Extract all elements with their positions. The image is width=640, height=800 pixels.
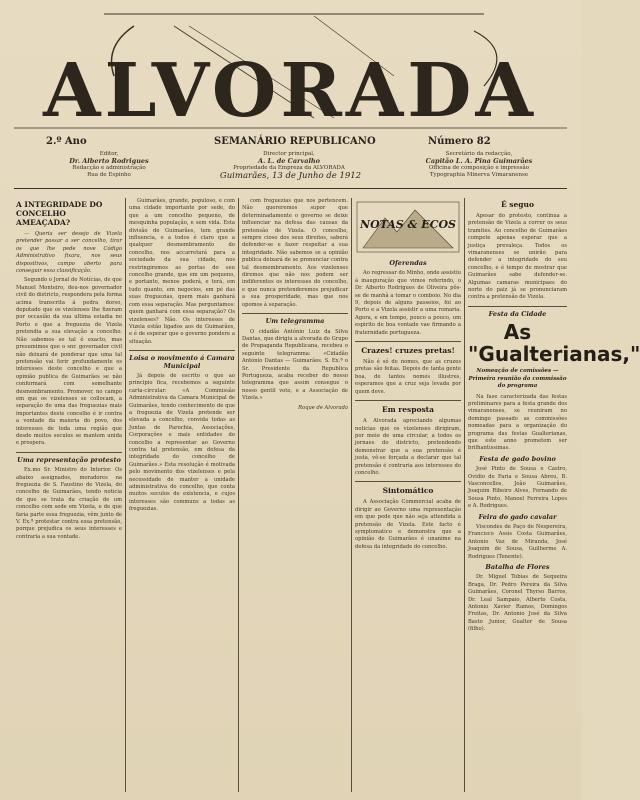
festival-subtitle: Nomeação de comissões — Primeira reunião da commissão do programa <box>468 368 567 390</box>
staff-line: Editor, <box>99 151 119 157</box>
article-body: com freguezias que nos pertencem. Não quereremos supor que determinadamente o governo se deixe influenciar na defesa das causas da pretensão de Vizela. O concelho, sempre cioso dos seus direitos, saberá defender-se e fazer respeitar a sua integridade. Não sabemos se a opinião publica deixará de se pronunciar contra tal desmembramento. Aos vizelenses diremos que não nos podem ser indiferentes os interesses do concelho, e que nunca pretenderemos prejudicar a sua prosperidade, mas que nos opomos á separação. <box>242 198 348 308</box>
section-heading: Loisa o movimento á Camara Municipal <box>129 354 235 370</box>
section-heading: Uma representação protesto <box>17 455 121 464</box>
dateline: Guimarães, 13 de Junho de 1912 <box>219 171 362 181</box>
staff-line: Rua de Espinho <box>87 172 131 178</box>
column-divider <box>351 198 352 792</box>
staff-line: Director principal, <box>263 151 315 157</box>
column-5 <box>468 198 640 792</box>
notas-ecos-banner <box>355 198 461 256</box>
issue-number: Número 82 <box>428 136 491 147</box>
masthead-title: ALVORADA <box>43 48 537 134</box>
newspaper-type: SEMANÁRIO REPUBLICANO <box>214 136 376 147</box>
divider <box>355 481 461 482</box>
section-heading: Festa de gado bovino <box>479 454 556 463</box>
column-3 <box>242 198 348 792</box>
article-body: José Pinto de Sousa e Castro, Ovidio de Faria e Sousa Abreu, B. Vasconcellos, João Guimarães, Joaquim Ribeiro Alves, Fernando de Sousa Pinto, Manoel Ferreira Lopes e A. Rodrigues. <box>468 466 567 510</box>
notas-ecos-illustration <box>355 198 461 256</box>
epigraph: — Queria ser desejo de Vizela pretender passar a ser concelho, tirar os que lhe pede nove Código Administrativo fixara, nos seus dispositivos, campo aberto para conseguir essa classificação. <box>16 231 122 275</box>
column-divider <box>238 198 239 792</box>
director-name: A. L. de Carvalho <box>258 157 320 165</box>
column-divider <box>125 198 126 792</box>
section-heading: É seguo <box>500 200 535 209</box>
article-body: Não é só de nomes, que as cruzes pretas são feitas. Depois de tanta gente boa, de tantos nomes illustres, esperamos que a cruz seja levada por quem deve. <box>355 359 461 395</box>
column-4 <box>355 198 461 792</box>
masthead-logo-art <box>14 6 567 146</box>
section-heading: Oferendas <box>389 259 427 267</box>
director-info <box>214 151 364 172</box>
festival-title: As "Gualterianas," <box>468 320 640 367</box>
article-body: Segundo o Jornal de Notícias, de que Manuel Monteiro, deu-nos governador civil do districto, respondera pela forma acima transcrita á pedra dorso, deputado que os vizelenses lhe fizeram por occasião da sua ultima estadia no Porto e que a freguezia de Vizela pretendia a sua elevação a concelho. Não sabemos se tal é exacto, mas presumimos que o snr. governador civil não deixará de ponderar que uma tal pretensão vai ferir profundamente os interesses deste concelho e que a opinião publica de Guimarães se não conformará com semelhante desmembramento. Promover, no campo em que os vizelenses se collocam, a separação de uma das freguezias mais importantes deste concelho é ir contra a vontade da maioria do povo, dos interesses de toda uma região que desde muitos seculos se mantem unida e prospera. <box>16 277 122 447</box>
volume-year: 2.º Ano <box>46 136 87 147</box>
ownership-line: Propriedade da Empreza da ALVORADA <box>233 165 345 171</box>
signature: Roque de Alvorada <box>298 404 348 411</box>
divider <box>355 400 461 401</box>
section-heading: Sintomático <box>382 486 434 496</box>
divider <box>16 452 122 453</box>
article-body: O cidadão António Luiz da Silva Dantas, que dirigiu a alvorada do Grupo de Propaganda Republicana, recebeu o seguinte telegramma: «Cidadão António Dantas — Guimarães. S. Ex.ª o Sr. Presidente da Republica Portugueza, acaba receber do nosso telegramma que assim consegue o nosso gentil voto, e a Associação de Vizela.» <box>242 328 348 402</box>
article-body: Apesar do protesto, continua a pretensão de Vizela a correr os seus tramites. Ao concelho de Guimarães compete apenas esperar que a justiça prevaleça. Todos os vimaranenses se unirão para defender a integridade do seu concelho, e é tempo de mostrar que Guimarães sabe defender-se. Algumas camaras municipaes do norte do paiz já se pronunciaram contra a pretensão de Vizela. <box>468 213 567 301</box>
section-heading: Em resposta <box>381 405 434 415</box>
staff-line: Redacção e administração <box>72 165 146 171</box>
divider <box>129 350 235 351</box>
divider <box>355 341 461 342</box>
divider <box>242 313 348 314</box>
divider <box>468 306 567 307</box>
article-body: A Associação Commercial acaba de dirigir ao Governo uma representação em que pede que não seja attendida a pretensão de Vizela. Este facto é symptomatico e demonstra que a opinião de Guimarães é unanime na defesa da integridade do concelho. <box>355 499 461 550</box>
article-body: Já depois de escrito o que ao principio fica, recebemos a seguinte carta-circular: «A Commissão Administrativa da Camara Municipal de Guimarães, tendo conhecimento de que a freguezia de Vizela pretende ser elevada a concelho, convida todas as Juntas de Parochia, Associações, Corporações e mais entidades do concelho a representar ao Governo contra tal pretensão, em defesa da integridade do concelho de Guimarães.» Esta resolução é motivada pelo movimento dos vizelenses e pela necessidade de manter a unidade administrativa do concelho, que conta muitos seculos de existencia, e cujos interesses são communs a todas as freguezias. <box>129 372 235 513</box>
column-1 <box>16 198 122 792</box>
section-heading: Um telegramma <box>265 317 325 326</box>
article-body: Na fase caracterizada das festas preliminares para a festa grande dos vimaranenses, se reuniram no domingo passado as commissões nomeadas para a organização do programa das festas Gualterianas, que este anno prometem ser brilhantissimas. <box>468 393 567 452</box>
section-heading: Festa da Cidade <box>488 309 547 318</box>
section-heading: Feira do gado cavalar <box>478 512 557 521</box>
column-divider <box>464 198 465 792</box>
article-body: Ao regressar do Minho, onde assistiu á inauguração que vimos referindo, o Dr. Alberto Rodrigues de Oliveira pôs-se de manhã a tomar o comboio. No dia 9, depois de alguns passeios, foi ao Porto e a Vizela assistir a uma romaria. Agora, e em tempo, pouco a pouco, um espirito de boa vontade vae firmando a fraternidade portugueza. <box>355 270 461 336</box>
staff-line: Officina de composição e impressão <box>428 165 530 171</box>
article-body: Viscondes de Paço de Nespereira, Francisco Assis Costa Guimarães, Antonio Vaz de Miranda, José Joaquim de Sousa, Guilherme A. Rodrigues (Tenente). <box>468 524 567 560</box>
article-body: Guimarães, grande, populoso, e com uma cidade importante por sede, do que a um concelho pequeno, de mesquinha população, e sem vida. Esta divisão de Guimarães, tem grande influencia, e a todos é claro que a qualquer desmembramento do concelho, nos accarretará para a sociedade da sua cidade, nos restringiremos as portas do seu concelho grande, que em um pequeno, e portanto, menos poderá, e terá, em tudo quanto, em negocios, em pé das suas freguezias, quem mais ganhará com essa separação. Mas perguntamos: quem ganhará com essa separação? Os vizelenses? Não. Os interesses de Vizela estão ligados aos de Guimarães, e é de esperar que o governo pondere a situação. <box>129 198 235 345</box>
masthead <box>14 6 567 196</box>
column-2 <box>129 198 235 792</box>
secretary-name: Capitão L. A. Pina Guimarães <box>425 157 533 165</box>
main-headline: A INTEGRIDADE DO CONCELHO AMEAÇADA? <box>16 200 103 227</box>
section-heading: Batalha de Flores <box>485 563 550 572</box>
article-body: Ex.mo Sr. Ministro do Interior. Os abaixo assignados, moradores na freguezia de S. Faustino de Vizela, do concelho de Guimarães, tendo noticia de que se trata da criação de um concelho com sede em Vizela, e de que faria parte essa freguezia, vêm junto de V. Ex.ª protestar contra essa pretensão, porque prejudica os seus interesses e contraria a sua vontade. <box>16 467 122 540</box>
article-body: A Alvorada apreciando algumas noticias que os vizelenses dirigiram, por meio de uma circular, a todos os jornaes do districto, pretendendo demonstrar que a sua pretensão é justa, vê-se forçada a declarar que tal pretensão é contraria aos interesses do concelho. <box>355 418 461 476</box>
section-heading: Crazes! cruzes pretas! <box>361 346 455 356</box>
staff-line: Secretário da redacção, <box>445 151 513 157</box>
staff-line: Typographia Minerva Vimaranense <box>429 172 529 178</box>
editor-name: Dr. Alberto Rodrigues <box>69 157 149 165</box>
article-body: Dr. Miguel Tobias de Sequeira Braga, Dr. Pedro Pereira da Silva Guimarães, Coronel Thyrso Barros, Dr. Leal Sampaio, Alberto Costa, Antonio Xavier Ramos, Domingos Freitas, Dr. Antonio José da Silva Basto Junior, Gualter de Sousa (filho). <box>468 574 567 633</box>
header-rule <box>14 188 567 189</box>
notas-ecos-title: NOTAS & ECOS <box>360 218 456 231</box>
